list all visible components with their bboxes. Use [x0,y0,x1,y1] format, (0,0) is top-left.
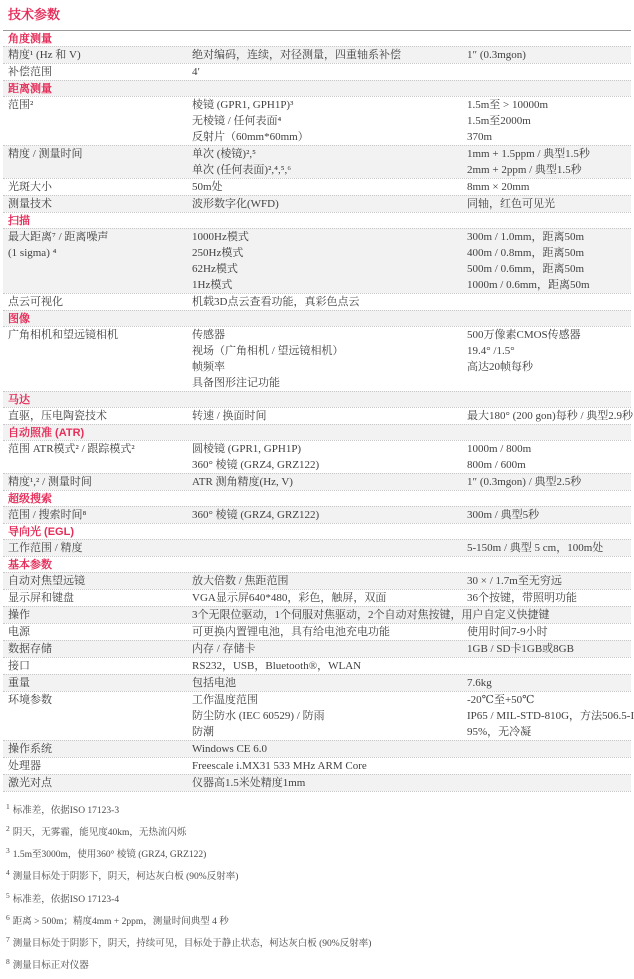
value-cell [462,294,631,310]
desc-cell-line: 360° 棱镜 (GRZ4, GRZ122) [192,459,320,471]
param-cell-line: 操作系统 [8,743,52,755]
value-cell [462,692,634,740]
desc-cell-line: 可更换内置锂电池，具有给电池充电功能 [192,626,390,638]
desc-cell [187,741,631,757]
desc-cell-line: 转速 / 换面时间 [192,410,267,422]
footnote [3,842,631,864]
value-cell [462,47,631,63]
value-cell [462,590,631,606]
param-cell [3,64,187,80]
desc-cell [187,196,462,212]
spec-row [3,145,631,178]
desc-cell [187,658,631,674]
desc-cell [187,64,462,80]
param-cell-line: 精度¹,² / 测量时间 [8,476,92,488]
spec-row [3,774,631,791]
desc-cell-line: VGA显示屏640*480，彩色，触屏，双面 [192,592,387,604]
desc-cell-line: 3个无限位驱动，1个伺服对焦驱动，2个自动对焦按键，用户自定义快捷键 [192,609,550,621]
footnote-marker: 3 [6,846,10,856]
param-cell [3,474,187,490]
value-cell-line: 300m / 1.0mm，距离50m [467,231,585,243]
footnote-text: 1.5m至3000m，使用360° 棱镜 (GRZ4, GRZ122) [12,850,207,861]
param-cell-line: 范围 / 搜索时间⁸ [8,509,87,521]
desc-cell [187,624,462,640]
spec-row [3,440,631,473]
section-header: 导向光 (EGL) [3,523,631,539]
desc-cell-line: 防潮 [192,726,214,738]
desc-cell-line: 反射片（60mm*60mm） [192,131,309,143]
param-cell [3,294,187,310]
spec-row [3,606,631,623]
param-cell-line: 操作 [8,609,30,621]
param-cell [3,675,187,691]
footnote [3,798,631,820]
desc-cell-line: 棱镜 (GPR1, GPH1P)³ [192,99,294,111]
value-cell [462,179,631,195]
spec-row [3,96,631,145]
param-cell-line: 精度 / 测量时间 [8,148,83,160]
value-cell [462,229,631,293]
param-cell [3,441,187,473]
param-cell-line: 接口 [8,660,30,672]
value-cell-line: 1.5m至 > 10000m [467,99,549,111]
section-header: 距离测量 [3,80,631,96]
param-cell-line: 重量 [8,677,30,689]
desc-cell [187,641,462,657]
footnote-text: 标准差，依据ISO 17123-3 [12,806,120,817]
value-cell [462,675,631,691]
desc-cell [187,775,631,791]
value-cell-line: 最大180° (200 gon)每秒 / 典型2.9秒 [467,410,634,422]
value-cell-line: 8mm × 20mm [467,181,530,193]
param-cell [3,229,187,293]
param-cell [3,146,187,178]
desc-cell-line: 1000Hz模式 [192,231,249,243]
desc-cell [187,590,462,606]
param-cell-line: 直驱，压电陶瓷技术 [8,410,107,422]
desc-cell-line: 无棱镜 / 任何表面⁴ [192,115,282,127]
spec-row [3,178,631,195]
desc-cell-line: 4′ [192,66,200,78]
footnote-text: 测量目标处于阴影下，阴天，柯达灰白板 (90%反射率) [12,872,239,883]
value-cell-line: 500m / 0.6mm，距离50m [467,263,585,275]
param-cell [3,327,187,391]
spec-row [3,228,631,293]
value-cell-line: 30 × / 1.7m至无穷远 [467,575,562,587]
value-cell-line: 1″ (0.3mgon) / 典型2.5秒 [467,476,582,488]
footnote [3,864,631,886]
param-cell-line: 激光对点 [8,777,52,789]
param-cell [3,179,187,195]
spec-row [3,326,631,391]
param-cell-line: 测量技术 [8,198,52,210]
desc-cell [187,47,462,63]
footnote-text: 测量目标正对仪器 [12,961,89,972]
param-cell-line: 范围 ATR模式² / 跟踪模式² [8,443,135,455]
value-cell-line: 使用时间7-9小时 [467,626,548,638]
value-cell-line: 800m / 600m [467,459,526,471]
desc-cell-line: 放大倍数 / 焦距范围 [192,575,289,587]
desc-cell-line: 绝对编码，连续，对径测量，四重轴系补偿 [192,49,401,61]
param-cell-line: 点云可视化 [8,296,63,308]
section-header: 自动照准 (ATR) [3,424,631,440]
desc-cell-line: 防尘防水 (IEC 60529) / 防雨 [192,710,325,722]
desc-cell-line: 圆棱镜 (GPR1, GPH1P) [192,443,302,455]
desc-cell [187,294,462,310]
footnote [3,887,631,909]
spec-row [3,506,631,523]
param-cell-line: 环境参数 [8,694,52,706]
param-cell [3,758,187,774]
value-cell-line: 高达20帧每秒 [467,361,533,373]
spec-row [3,589,631,606]
desc-cell-line: 仪器高1.5米处精度1mm [192,777,306,789]
spec-row [3,657,631,674]
footnote-text: 阴天，无雾霾，能见度40km，无热流闪烁 [12,828,187,839]
value-cell [462,327,631,391]
spec-row [3,473,631,490]
value-cell [462,507,631,523]
desc-cell-line: Freescale i.MX31 533 MHz ARM Core [192,760,367,772]
value-cell-line: 370m [467,131,493,143]
desc-cell [187,758,631,774]
value-cell [462,146,631,178]
footnote-marker: 1 [6,802,10,811]
desc-cell-line: 内存 / 存储卡 [192,643,256,655]
desc-cell-line: Windows CE 6.0 [192,743,268,755]
section-header: 超级搜索 [3,490,631,506]
desc-cell [187,327,462,391]
value-cell-line: 1mm + 1.5ppm / 典型1.5秒 [467,148,590,160]
param-cell [3,97,187,145]
value-cell [462,64,631,80]
value-cell-line: 36个按键，带照明功能 [467,592,577,604]
desc-cell-line: 帧频率 [192,361,225,373]
spec-table [3,30,634,792]
desc-cell-line: 波形数字化(WFD) [192,198,279,210]
spec-row [3,46,631,63]
value-cell-line: 1″ (0.3mgon) [467,49,526,61]
desc-cell [187,408,462,424]
footnote-text: 标准差，依据ISO 17123-4 [12,894,120,905]
footnote-text: 测量目标处于阴影下，阴天，持续可见，目标处于静止状态，柯达灰白板 (90%反射率) [12,939,372,950]
value-cell [462,573,631,589]
footnote [3,931,631,953]
section-header: 扫描 [3,212,631,228]
value-cell-line: 1GB / SD卡1GB或8GB [467,643,574,655]
desc-cell [187,573,462,589]
section-header: 角度测量 [8,33,52,45]
param-cell [3,692,187,740]
spec-row [3,674,631,691]
param-cell [3,47,187,63]
section-header: 基本参数 [3,556,631,572]
desc-cell [187,179,462,195]
section-header: 图像 [3,310,631,326]
param-cell-line: (1 sigma) ⁴ [8,247,57,259]
desc-cell-line: 包括电池 [192,677,236,689]
param-cell-line: 精度¹ (Hz 和 V) [8,49,81,61]
param-cell [3,607,187,623]
section-header: 马达 [3,391,631,407]
value-cell [462,624,631,640]
param-cell-line: 显示屏和键盘 [8,592,74,604]
desc-cell-line: 单次 (棱镜)²,⁵ [192,148,256,160]
value-cell-line: 7.6kg [467,677,492,689]
footnote-marker: 2 [6,824,10,834]
value-cell [462,408,633,424]
value-cell [462,97,631,145]
footnotes [3,798,631,979]
value-cell-line: IP65 / MIL-STD-810G，方法506.5-I [467,710,634,722]
param-cell-line: 电源 [8,626,30,638]
desc-cell [187,692,462,740]
param-cell-line: 工作范围 / 精度 [8,542,83,554]
spec-row [3,623,631,640]
desc-cell-line: 360° 棱镜 (GRZ4, GRZ122) [192,509,320,521]
value-cell-line: 1000m / 800m [467,443,532,455]
param-cell-line: 广角相机和望远镜相机 [8,329,118,341]
value-cell [462,196,631,212]
param-cell [3,658,187,674]
param-cell [3,573,187,589]
desc-cell-line: 单次 (任何表面)²,⁴,⁵,⁶ [192,164,292,176]
spec-row [3,691,634,740]
param-cell-line: 最大距离⁷ / 距离噪声 [8,231,109,243]
desc-cell-line: 1Hz模式 [192,279,233,291]
value-cell-line: 19.4° /1.5° [467,345,515,357]
param-cell-line: 处理器 [8,760,41,772]
desc-cell [187,146,462,178]
value-cell [462,441,631,473]
footnote [3,909,631,931]
param-cell-line: 范围² [8,99,34,111]
value-cell-line: 5-150m / 典型 5 cm，100m处 [467,542,604,554]
desc-cell-line: 工作温度范围 [192,694,258,706]
param-cell [3,775,187,791]
desc-cell [187,474,462,490]
param-cell-line: 光斑大小 [8,181,52,193]
param-cell [3,540,187,556]
footnote-marker: 5 [6,890,10,900]
param-cell-line: 数据存储 [8,643,52,655]
spec-row [3,572,631,589]
footnote-marker: 4 [6,868,10,878]
spec-row [3,293,631,310]
value-cell-line: 400m / 0.8mm，距离50m [467,247,585,259]
param-cell [3,507,187,523]
footnote [3,953,631,975]
value-cell-line: -20℃至+50℃ [467,694,535,706]
desc-cell [187,607,631,623]
desc-cell-line: 具备图形注记功能 [192,377,280,389]
desc-cell-line: ATR 测角精度(Hz, V) [192,476,293,488]
spec-row [3,63,631,80]
desc-cell [187,507,462,523]
desc-cell [187,675,462,691]
desc-cell-line: RS232，USB，Bluetooth®，WLAN [192,660,362,672]
spec-row [3,757,631,774]
param-cell [3,590,187,606]
param-cell [3,641,187,657]
param-cell [3,624,187,640]
value-cell [462,540,631,556]
footnote [3,820,631,842]
footnote-marker: 8 [6,957,10,967]
value-cell [462,641,631,657]
desc-cell [187,229,462,293]
desc-cell-line: 250Hz模式 [192,247,244,259]
value-cell-line: 1000m / 0.6mm，距离50m [467,279,590,291]
param-cell-line: 补偿范围 [8,66,52,78]
spec-row [3,539,631,556]
value-cell-line: 500万像素CMOS传感器 [467,329,581,341]
spec-row [3,640,631,657]
desc-cell-line: 视场（广角相机 / 望远镜相机） [192,345,344,357]
footnote-text: 距离 > 500m；精度4mm + 2ppm，测量时间典型 4 秒 [12,916,229,927]
page-title: 技术参数 [8,7,61,22]
desc-cell-line: 62Hz模式 [192,263,238,275]
footnote-marker: 7 [6,934,10,944]
value-cell-line: 95%，无冷凝 [467,726,532,738]
spec-row [3,740,631,757]
desc-cell [187,441,462,473]
value-cell [462,474,631,490]
value-cell-line: 300m / 典型5秒 [467,509,540,521]
value-cell-line: 2mm + 2ppm / 典型1.5秒 [467,164,582,176]
param-cell [3,741,187,757]
desc-cell [187,97,462,145]
spec-row [3,195,631,212]
param-cell-line: 自动对焦望远镜 [8,575,85,587]
value-cell-line: 同轴，红色可见光 [467,198,555,210]
desc-cell [187,540,462,556]
value-cell-line: 1.5m至2000m [467,115,531,127]
spec-row [3,407,634,424]
desc-cell-line: 50m处 [192,181,223,193]
footnote-marker: 6 [6,912,10,922]
desc-cell-line: 传感器 [192,329,225,341]
desc-cell-line: 机载3D点云查看功能，真彩色点云 [192,296,360,308]
param-cell [3,408,187,424]
param-cell [3,196,187,212]
